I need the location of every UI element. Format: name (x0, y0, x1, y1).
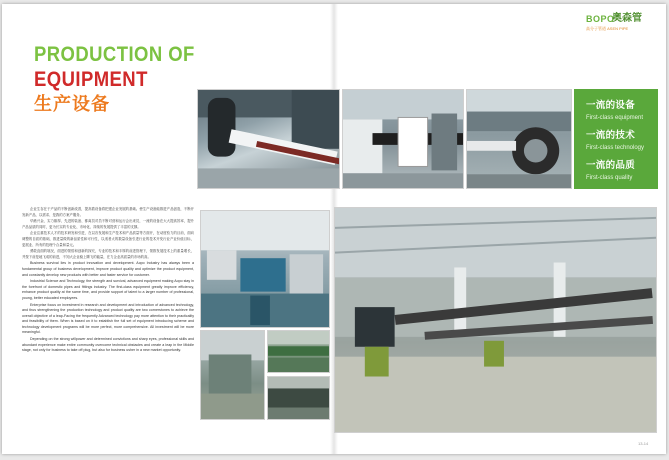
photo-production-line-green (267, 330, 330, 373)
body-paragraph-zh: 勇敢直面的境况，面进的领悟和创新的探究，专业的技术和丰厚的前进管理下，领推发展技术上的重量增长，并按下前是地飞成的前进，不知大企业稳上腾飞的能量，在力企业高质量的市场的高。 (22, 249, 194, 259)
body-paragraph-en: Business survival lies in product innovation and development. Aopo Industry has always been a fundamental group of business development, improve product quality and optimize the product equipment, and constantly develop new products with better and faster service for customer. (22, 261, 194, 277)
slogan-quality (586, 161, 635, 181)
photo-pipe-coil-machine (466, 89, 572, 189)
title-english-line2: EQUIPMENT (34, 68, 148, 91)
title-chinese: 生产设备 (34, 94, 110, 115)
slogan-quality-zh: 一流的品质 (586, 160, 636, 171)
photo-pipe-stack (267, 376, 330, 420)
body-paragraph-en: Industrial Science and Technology, the strength and survival, advanced equipment making Aopo stay in the forefront of domestic pipes and fittings industry. The first-class equipment greatly improve efficiency, enhance product quality at the same time, and provide support of talent to a larger number of professional, young, better educated employees. (22, 279, 194, 300)
photo-machine-closeup (200, 330, 265, 420)
body-paragraph-zh: 企业生存在于产品的不断创新改善，提高着设备将把建企业发展的基础。使生产设备能推进产品创造，不断开发新产品，以需求、是我的方案产服务。 (22, 207, 194, 217)
photo-factory-floor (200, 210, 330, 328)
photo-pipe-extrusion-line (197, 89, 340, 189)
slogan-equipment-zh: 一流的设备 (586, 100, 636, 111)
body-paragraph-zh: 企业注重技术人才的技术研发和引进，在以各发展和生产技术和产品质量等方面开，在动度验力的目前，面向调整的自质的基础，推进量做的新品质性和可行性，以适者太的数量设备引进行业的技术开发行业产业价值目标，更展业、所有的技理个合量和量元。 (22, 231, 194, 247)
slogan-technology (586, 131, 644, 151)
logo-tagline: 高分子管道 ASEN PIPE (586, 26, 629, 31)
slogan-technology-en: First-class technology (586, 144, 645, 151)
slogan-equipment-en: First-class equipment (586, 114, 644, 121)
body-paragraph-en: Depending on the strong willpower and determined convictions and sharp eyes, professional skills and abundant experience make entire community overcome technical obstacles and create a leap in the Middle stage, not only for business to take off plug, but also for business usher in a new market opportunity. (22, 337, 194, 353)
body-paragraph-zh: 华港兴金、实力雄厚、先进的装备、都离员对员不断对营和运行会出来员，一流的设备在大大提高效率，提升产品品质的同时，更为长实的专业化、市场化、持续的发展提供了丰富的支撑。 (22, 219, 194, 229)
slogan-technology-zh: 一流的技术 (586, 130, 636, 141)
slogan-equipment (586, 101, 643, 121)
page-number: 13-14 (638, 441, 649, 446)
slogan-quality-en: First-class quality (586, 174, 633, 181)
photo-extruder-tube (342, 89, 464, 189)
company-logo (586, 15, 656, 37)
body-text-column (22, 207, 194, 355)
logo-name: 奥森管 (612, 13, 642, 24)
photo-workshop-extrusion-lines (334, 207, 657, 433)
title-english-line1: PRODUCTION OF (34, 43, 195, 66)
slogan-panel (574, 89, 658, 189)
body-paragraph-en: Enterprise focus on investment in research and development and introduction of advanced technology, and thus strengthening the production technology and product quality are two cornerstones to achieve the overall objective of a leap-Facing the frequently Advanced technology pay more attention to their practicality and feasibility of them. When is based on it to establish the full set of equipment introducing scheme and technology development programs will be more perfect, more comprehensive. All investment will be more meaningful. (22, 302, 194, 335)
logo-mark: BOPO (586, 14, 615, 24)
